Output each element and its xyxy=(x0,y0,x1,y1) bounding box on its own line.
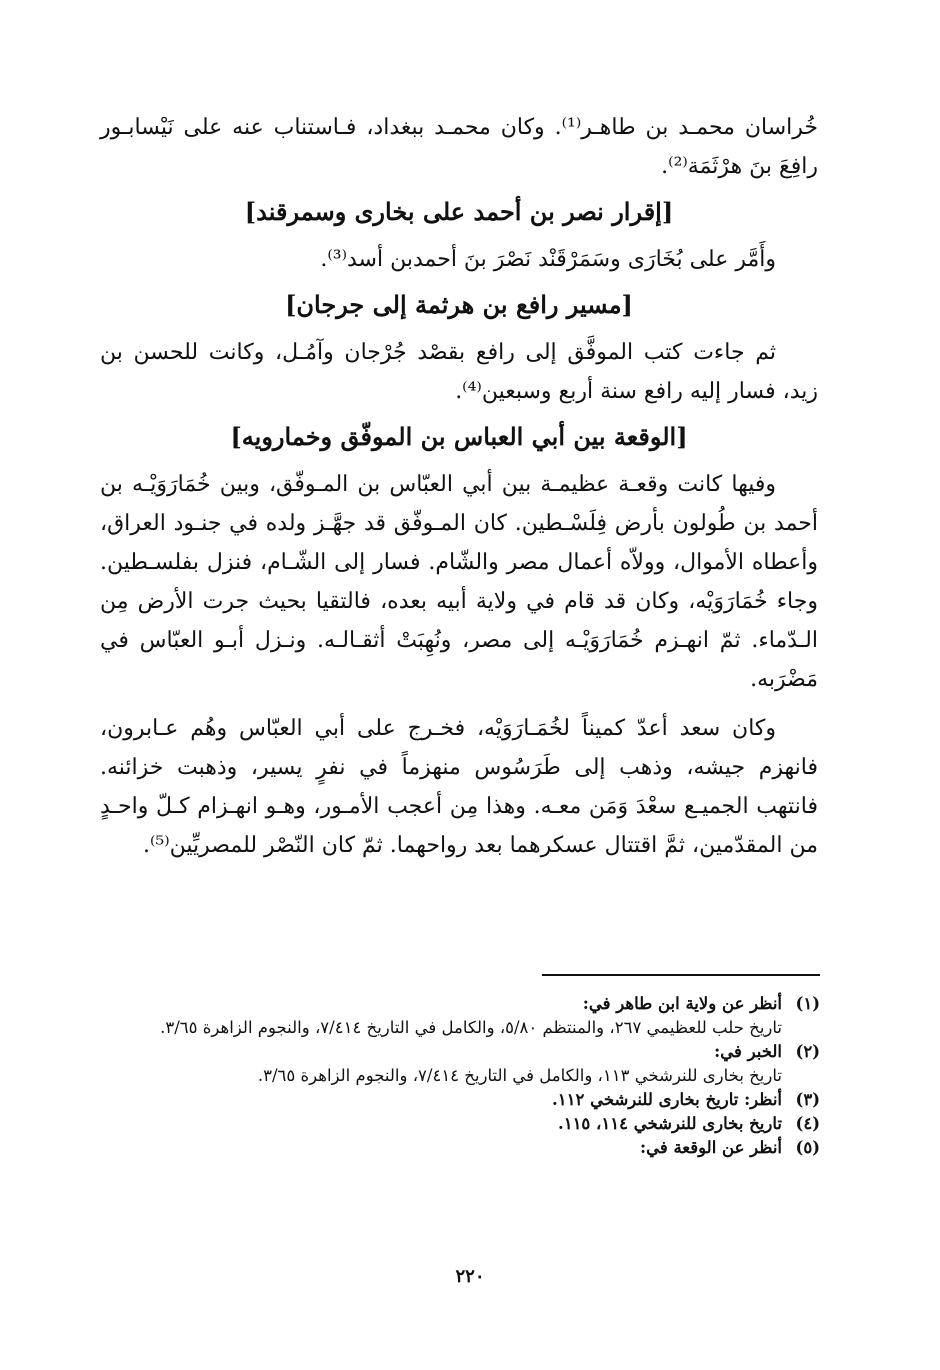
main-text xyxy=(100,108,818,865)
page-number: ٢٢٠ xyxy=(455,1266,485,1287)
footnote-3 xyxy=(100,1088,820,1112)
footnote-text: تاريخ بخارى للنرشخي ١١٣، والكامل في التاريخ ٧/٤١٤، والنجوم الزاهرة ٣/٦٥. xyxy=(257,1066,782,1085)
paragraph-4: وفيها كانت وقعـة عظيمـة بين أبي العبّاس بن المـوفّق، وبين خُمَارَوَيْـه بن أحمد بن طُولون بأرض فِلَسْـطين. كان المـوفّق قد جهَّـز ولده في جنـود العراق، وأعطاه الأموال، وولاّه أعمال مصر والشّام. فسار إلى الشّـام، فنزل بفلسـطين. وجاء خُمَارَوَيْه، وكان قد قام في ولاية أبيه بعده، فالتقيا بحيث جرت الأرض مِن الـدّماء. ثمّ انهـزم خُمَارَوَيْـه إلى مصر، ونُهِبَتْ أثقـالـه. ونـزل أبـو العبّاس في مَضْرَبه. xyxy=(100,472,819,692)
footnote-separator xyxy=(542,974,820,976)
footnote-lead: أنظر: تاريخ بخارى للنرشخي ١١٢. xyxy=(551,1090,782,1109)
footnote-body xyxy=(100,992,782,1040)
section-heading-1: [إقرار نصر بن أحمد على بخارى وسمرقند] xyxy=(244,197,674,226)
footnote-number: (٢) xyxy=(795,1042,820,1061)
paragraph-2: وأَمَّر على بُخَارَى وسَمَرْقَنْد نَصْرَ بنَ أحمدبن أسد⁽³⁾. xyxy=(320,247,776,272)
paragraph-3: ثم جاءت كتب الموفَّق إلى رافع بقصْد جُرْجان وآمُـل، وكانت للحسن بن زيد، فسار إليه رافع سنة أربع وسبعين⁽⁴⁾. xyxy=(100,340,818,404)
paragraph-5: وكان سعد أعدّ كميناً لخُمَـارَوَيْه، فخـرج على أبي العبّاس وهُم عـابرون، فانهزم جيشه، وذهب إلى طَرَسُوس منهزماً في نفرٍ يسير، وذهبت خزائنه. فانتهب الجميـع سعْدَ وَمَن معـه. وهذا مِن أعجب الأمـور، وهـو انهـزام كـلّ واحـدٍ من المقدّمين، ثمَّ اقتتال عسكرهما بعد رواحهما. ثمّ كان النّصْر للمصريِّين⁽⁵⁾. xyxy=(100,716,818,858)
footnote-body xyxy=(100,1088,782,1112)
footnote-body xyxy=(100,1040,782,1088)
footnote-lead: أنظر عن الوقعة في: xyxy=(639,1138,782,1157)
footnote-5 xyxy=(100,1136,820,1160)
footnote-number: (١) xyxy=(795,994,820,1013)
footnote-lead: الخبر في: xyxy=(714,1042,782,1061)
footnote-4 xyxy=(100,1112,820,1136)
footnotes xyxy=(100,992,820,1160)
footnote-body xyxy=(100,1112,782,1136)
footnote-1 xyxy=(100,992,820,1040)
footnote-number: (٤) xyxy=(795,1114,820,1133)
section-heading-3: [الوقعة بين أبي العباس بن الموفّق وخمارويه] xyxy=(230,422,688,451)
section-heading-2: [مسير رافع بن هرثمة إلى جرجان] xyxy=(285,290,633,319)
footnote-number: (٣) xyxy=(795,1090,820,1109)
footnote-lead: تاريخ بخارى للنرشخي ١١٤، ١١٥. xyxy=(557,1114,782,1133)
footnote-2 xyxy=(100,1040,820,1088)
footnote-lead: أنظر عن ولاية ابن طاهر في: xyxy=(582,994,782,1013)
footnote-number: (٥) xyxy=(795,1138,820,1157)
footnote-body xyxy=(100,1136,782,1160)
footnote-text: تاريخ حلب للعظيمي ٢٦٧، والمنتظم ٥/٨٠، والكامل في التاريخ ٧/٤١٤، والنجوم الزاهرة ٣/٦٥. xyxy=(160,1018,782,1037)
paragraph-1: خُراسان محمـد بن طاهـر⁽¹⁾. وكان محمـد ببغداد، فـاستناب عنه على نَيْسابـور رافِعَ بنَ هرْثَمَة⁽²⁾. xyxy=(100,115,818,179)
